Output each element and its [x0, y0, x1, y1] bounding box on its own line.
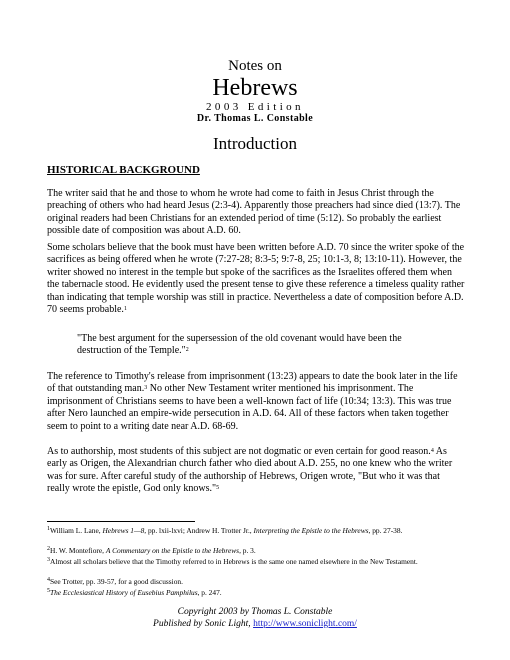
footnote-1-title-b: Interpreting the Epistle to the Hebrews	[253, 526, 369, 535]
paragraph-3-text-a: The reference to Timothy's release from imprisonment (13:23) appears to date the book later in the life of that outstanding man.	[47, 371, 458, 395]
footnote-3-text: Almost all scholars believe that the Timothy referred to in Hebrews is the same one named elsewhere in the New Testament.	[50, 557, 418, 566]
footnote-5-number: 5	[47, 588, 50, 594]
footnote-2-number: 2	[47, 546, 50, 552]
paragraph-4-text-a: As to authorship, most students of this subject are not dogmatic or even certain for good reason.	[47, 446, 431, 457]
paragraph-3-text-b: No other New Testament writer mentioned his imprisonment. The imprisonment of Christians seems to have been a well-known fact of life (10:34; 13:3). This was true after Nero launched an empire-wide persecution in A.D. 64. All of these factors when taken together seem to point to a writing date near A.D. 68-69.	[47, 383, 452, 432]
notes-on-label: Notes on	[228, 58, 282, 74]
footnote-2-title: A Commentary on the Epistle to the Hebrews	[105, 546, 240, 555]
footnote-5-title: The Ecclesiastical History of Eusebius Pamphilus	[50, 588, 198, 597]
section-title: Introduction	[212, 134, 298, 153]
website-link[interactable]: http://www.soniclight.com/	[253, 619, 357, 629]
footnote-4	[47, 577, 465, 586]
edition-label: 2003 Edition	[206, 101, 304, 113]
footnote-ref-2[interactable]: 2	[185, 347, 189, 354]
footnote-1-title-a: Hebrews 1—8	[102, 526, 145, 535]
section-heading: HISTORICAL BACKGROUND	[47, 164, 200, 176]
footnote-1	[47, 526, 465, 535]
footnote-4-number: 4	[47, 577, 50, 583]
footnote-divider	[47, 521, 195, 522]
footnote-5	[47, 588, 465, 597]
footer-copyright: Copyright 2003 by Thomas L. Constable	[177, 607, 333, 617]
paragraph-4-text-b: As early as Origen, the Alexandrian church father who died about A.D. 255, no one knew who the writer was for sure. After careful study of the authorship of Hebrews, Origen wrote, "But who it was that really wrote the epistle, God only knows."	[47, 446, 453, 495]
footer-publisher	[0, 619, 510, 629]
paragraph-4	[47, 446, 465, 496]
footnote-2	[47, 546, 465, 555]
footer-publisher-text: Published by Sonic Light,	[153, 619, 254, 629]
footnote-ref-5[interactable]: 5	[216, 485, 220, 492]
footnote-2-text-b: , p. 3.	[239, 546, 256, 555]
paragraph-1: The writer said that he and those to whom he wrote had come to faith in Jesus Christ through the preaching of others who had heard Jesus (2:3-4). Apparently those preachers had since died (13:7). The original readers had been Christians for an extended period of time (5:12). So probably the earliest possible date of composition was about A.D. 60.	[47, 188, 461, 237]
footnote-ref-1[interactable]: 1	[123, 306, 127, 313]
footnote-1-text-c: , pp. 27-38.	[368, 526, 403, 535]
footnote-1-text-a: William L. Lane,	[50, 526, 103, 535]
footnote-5-text: , p. 247.	[197, 588, 222, 597]
footnote-2-text-a: H. W. Montefiore,	[50, 546, 106, 555]
document-title: Hebrews	[212, 75, 298, 101]
footnote-1-text-b: , pp. lxii-lxvi; Andrew H. Trotter Jr.,	[144, 526, 254, 535]
footnote-3-number: 3	[47, 557, 50, 563]
author-name: Dr. Thomas L. Constable	[196, 113, 314, 124]
footnote-ref-4[interactable]: 4	[430, 448, 434, 454]
footnote-ref-3[interactable]: 3	[144, 385, 148, 392]
block-quote	[77, 333, 437, 358]
footnote-4-text: See Trotter, pp. 39-57, for a good discussion.	[50, 577, 183, 586]
footnote-3	[47, 557, 465, 566]
footnote-1-number: 1	[47, 526, 50, 532]
paragraph-2	[47, 242, 465, 316]
paragraph-3	[47, 371, 465, 433]
paragraph-2-text: Some scholars believe that the book must have been written before A.D. 70 since the writer spoke of the sacrifices as being offered when he wrote (7:27-28; 8:3-5; 9:7-8, 25; 10:1-3, 8; 13:10-11). However, the writer showed no interest in the temple but spoke of the sacrifices as the Israelites offered them when the tabernacle stood. He evidently used the present tense to give these reference a timeless quality rather than indicating that temple worship was still in practice. Nevertheless a date of composition before A.D. 70 seems probable.	[47, 242, 465, 316]
block-quote-text: "The best argument for the supersession of the old covenant would have been the destruction of the Temple."	[77, 333, 402, 357]
